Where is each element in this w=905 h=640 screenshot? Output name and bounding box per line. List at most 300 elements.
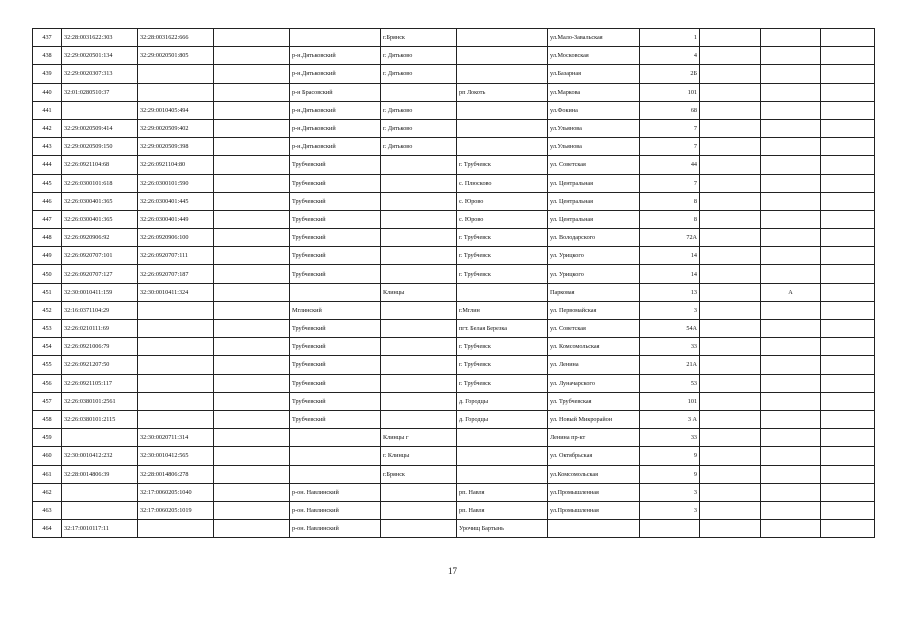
empty-cell [700, 465, 761, 483]
city-cell: г. Дятьково [381, 47, 457, 65]
empty-cell [821, 265, 875, 283]
extra-cell [761, 138, 821, 156]
house-number-cell: 7 [640, 138, 700, 156]
street-cell: ул. Комсомольская [548, 338, 640, 356]
table-row [33, 283, 875, 301]
cadastral-number-cell: 32:26:0300401:365 [62, 192, 138, 210]
settlement-cell [457, 138, 548, 156]
row-number-cell: 440 [33, 83, 62, 101]
extra-cell [761, 483, 821, 501]
cadastral-number-new-cell [138, 320, 214, 338]
district-cell: Трубчевский [290, 210, 381, 228]
street-cell: ул. Урицкого [548, 265, 640, 283]
cadastral-number-cell: 32:26:0921207:50 [62, 356, 138, 374]
city-cell: г. Дятьково [381, 65, 457, 83]
district-cell: Трубчевский [290, 356, 381, 374]
row-number-cell: 437 [33, 29, 62, 47]
empty-cell [214, 174, 290, 192]
house-number-cell: 13 [640, 283, 700, 301]
street-cell: ул. Советская [548, 156, 640, 174]
empty-cell [214, 483, 290, 501]
table-row [33, 138, 875, 156]
cadastral-number-new-cell: 32:30:0010411:324 [138, 283, 214, 301]
street-cell: ул.Мало-Завальская [548, 29, 640, 47]
table-row [33, 447, 875, 465]
extra-cell [761, 429, 821, 447]
empty-cell [214, 210, 290, 228]
settlement-cell [457, 283, 548, 301]
extra-cell [761, 410, 821, 428]
street-cell: ул.Московская [548, 47, 640, 65]
empty-cell [214, 447, 290, 465]
cadastral-number-cell: 32:26:0921105:117 [62, 374, 138, 392]
empty-cell [700, 83, 761, 101]
settlement-cell: г. Трубчевск [457, 247, 548, 265]
empty-cell [821, 119, 875, 137]
street-cell: ул. Ленина [548, 356, 640, 374]
city-cell: г. Дятьково [381, 138, 457, 156]
cadastral-number-cell: 32:29:0020501:134 [62, 47, 138, 65]
empty-cell [821, 247, 875, 265]
extra-cell [761, 320, 821, 338]
house-number-cell: 21А [640, 356, 700, 374]
cadastral-number-new-cell [138, 338, 214, 356]
settlement-cell [457, 47, 548, 65]
empty-cell [700, 138, 761, 156]
table-row [33, 338, 875, 356]
settlement-cell: г. Трубчевск [457, 338, 548, 356]
empty-cell [214, 283, 290, 301]
settlement-cell: г. Трубчевск [457, 265, 548, 283]
cadastral-number-cell: 32:30:0010411:159 [62, 283, 138, 301]
empty-cell [214, 465, 290, 483]
empty-cell [821, 283, 875, 301]
empty-cell [700, 520, 761, 538]
city-cell: г.Брянск [381, 465, 457, 483]
table-row [33, 156, 875, 174]
house-number-cell: 4 [640, 47, 700, 65]
empty-cell [700, 392, 761, 410]
cadastral-number-new-cell: 32:26:0920906:100 [138, 229, 214, 247]
empty-cell [700, 320, 761, 338]
city-cell: Клинцы [381, 283, 457, 301]
cadastral-number-cell: 32:29:0020307:313 [62, 65, 138, 83]
empty-cell [821, 410, 875, 428]
street-cell: ул.Комсомольская [548, 465, 640, 483]
extra-cell [761, 119, 821, 137]
settlement-cell: г. Трубчевск [457, 374, 548, 392]
empty-cell [700, 429, 761, 447]
street-cell: ул.Фокина [548, 101, 640, 119]
extra-cell [761, 83, 821, 101]
extra-cell [761, 501, 821, 519]
district-cell: Трубчевский [290, 265, 381, 283]
extra-cell [761, 101, 821, 119]
house-number-cell: 7 [640, 174, 700, 192]
extra-cell [761, 192, 821, 210]
extra-cell [761, 338, 821, 356]
settlement-cell: с. Юрово [457, 210, 548, 228]
cadastral-number-new-cell [138, 65, 214, 83]
page-number: 17 [448, 566, 457, 576]
empty-cell [700, 47, 761, 65]
street-cell: ул. Центральная [548, 210, 640, 228]
empty-cell [821, 29, 875, 47]
table-row [33, 192, 875, 210]
district-cell: Мглинский [290, 301, 381, 319]
empty-cell [700, 210, 761, 228]
table-row [33, 501, 875, 519]
cadastral-number-new-cell: 32:17:0060205:1019 [138, 501, 214, 519]
settlement-cell [457, 65, 548, 83]
settlement-cell: рп. Навля [457, 501, 548, 519]
row-number-cell: 464 [33, 520, 62, 538]
empty-cell [214, 338, 290, 356]
cadastral-number-new-cell: 32:29:0010405:494 [138, 101, 214, 119]
row-number-cell: 461 [33, 465, 62, 483]
street-cell: ул. Первомайская [548, 301, 640, 319]
row-number-cell: 459 [33, 429, 62, 447]
cadastral-number-new-cell: 32:28:0014806:278 [138, 465, 214, 483]
city-cell [381, 301, 457, 319]
settlement-cell: г.Мглин [457, 301, 548, 319]
empty-cell [214, 301, 290, 319]
extra-cell [761, 447, 821, 465]
empty-cell [821, 65, 875, 83]
row-number-cell: 448 [33, 229, 62, 247]
empty-cell [214, 156, 290, 174]
street-cell: ул. Советская [548, 320, 640, 338]
district-cell: р-он. Навлинский [290, 483, 381, 501]
district-cell: р-н.Дятьковский [290, 101, 381, 119]
extra-cell [761, 174, 821, 192]
row-number-cell: 451 [33, 283, 62, 301]
street-cell: ул. Луначарского [548, 374, 640, 392]
empty-cell [700, 283, 761, 301]
extra-cell [761, 65, 821, 83]
extra-cell [761, 520, 821, 538]
cadastral-number-cell: 32:29:0020509:150 [62, 138, 138, 156]
district-cell [290, 447, 381, 465]
empty-cell [700, 301, 761, 319]
cadastral-number-new-cell [138, 520, 214, 538]
cadastral-number-new-cell: 32:29:0020501:805 [138, 47, 214, 65]
district-cell: р-н.Дятьковский [290, 138, 381, 156]
empty-cell [700, 192, 761, 210]
cadastral-number-cell [62, 501, 138, 519]
house-number-cell: 8 [640, 210, 700, 228]
cadastral-number-cell: 32:26:0380101:2115 [62, 410, 138, 428]
empty-cell [214, 229, 290, 247]
extra-cell [761, 229, 821, 247]
row-number-cell: 447 [33, 210, 62, 228]
house-number-cell: 9 [640, 447, 700, 465]
row-number-cell: 444 [33, 156, 62, 174]
district-cell [290, 429, 381, 447]
street-cell: ул.Ульянова [548, 138, 640, 156]
registry-table-body [33, 29, 875, 538]
table-row [33, 320, 875, 338]
empty-cell [700, 174, 761, 192]
settlement-cell: пгт. Белая Березка [457, 320, 548, 338]
empty-cell [214, 520, 290, 538]
table-row [33, 119, 875, 137]
house-number-cell: 7 [640, 119, 700, 137]
empty-cell [700, 410, 761, 428]
cadastral-number-cell: 32:26:0300101:618 [62, 174, 138, 192]
empty-cell [821, 301, 875, 319]
district-cell: Трубчевский [290, 374, 381, 392]
house-number-cell: 3 [640, 483, 700, 501]
cadastral-number-cell: 32:30:0010412:232 [62, 447, 138, 465]
empty-cell [821, 429, 875, 447]
settlement-cell [457, 101, 548, 119]
city-cell [381, 229, 457, 247]
settlement-cell: рп Локоть [457, 83, 548, 101]
city-cell [381, 320, 457, 338]
table-row [33, 65, 875, 83]
cadastral-number-new-cell: 32:26:0920707:111 [138, 247, 214, 265]
house-number-cell: 33 [640, 429, 700, 447]
cadastral-number-cell: 32:29:0020509:414 [62, 119, 138, 137]
empty-cell [700, 356, 761, 374]
extra-cell [761, 301, 821, 319]
empty-cell [700, 483, 761, 501]
empty-cell [214, 392, 290, 410]
empty-cell [700, 156, 761, 174]
cadastral-number-new-cell: 32:30:0020711:314 [138, 429, 214, 447]
empty-cell [700, 29, 761, 47]
empty-cell [821, 101, 875, 119]
row-number-cell: 449 [33, 247, 62, 265]
cadastral-number-cell [62, 429, 138, 447]
district-cell [290, 283, 381, 301]
house-number-cell: 54А [640, 320, 700, 338]
street-cell: ул. Урицкого [548, 247, 640, 265]
cadastral-number-cell: 32:26:0920707:101 [62, 247, 138, 265]
district-cell [290, 465, 381, 483]
settlement-cell [457, 447, 548, 465]
settlement-cell: с. Юрово [457, 192, 548, 210]
city-cell [381, 356, 457, 374]
settlement-cell: Урочищ Бартынь [457, 520, 548, 538]
house-number-cell: 101 [640, 392, 700, 410]
row-number-cell: 463 [33, 501, 62, 519]
table-row [33, 174, 875, 192]
empty-cell [821, 356, 875, 374]
house-number-cell: 9 [640, 465, 700, 483]
empty-cell [821, 320, 875, 338]
empty-cell [214, 265, 290, 283]
row-number-cell: 439 [33, 65, 62, 83]
empty-cell [214, 501, 290, 519]
empty-cell [700, 338, 761, 356]
street-cell: ул. Центральная [548, 192, 640, 210]
city-cell [381, 265, 457, 283]
empty-cell [700, 265, 761, 283]
city-cell [381, 374, 457, 392]
cadastral-number-new-cell [138, 83, 214, 101]
cadastral-number-new-cell [138, 392, 214, 410]
house-number-cell: 14 [640, 247, 700, 265]
district-cell: р-н.Дятьковский [290, 47, 381, 65]
cadastral-number-cell: 32:17:0010117:11 [62, 520, 138, 538]
cadastral-number-cell: 32:26:0300401:365 [62, 210, 138, 228]
street-cell: ул.Ульянова [548, 119, 640, 137]
cadastral-number-cell: 32:26:0921006:79 [62, 338, 138, 356]
settlement-cell [457, 429, 548, 447]
empty-cell [214, 119, 290, 137]
street-cell: ул. Октябрьская [548, 447, 640, 465]
district-cell: р-н.Дятьковский [290, 119, 381, 137]
extra-cell [761, 356, 821, 374]
table-row [33, 265, 875, 283]
street-cell: ул. Новый Микрорайон [548, 410, 640, 428]
street-cell: Парковая [548, 283, 640, 301]
empty-cell [700, 229, 761, 247]
cadastral-number-new-cell [138, 410, 214, 428]
row-number-cell: 446 [33, 192, 62, 210]
row-number-cell: 442 [33, 119, 62, 137]
empty-cell [821, 392, 875, 410]
row-number-cell: 443 [33, 138, 62, 156]
empty-cell [821, 83, 875, 101]
city-cell [381, 338, 457, 356]
table-row [33, 374, 875, 392]
table-row [33, 392, 875, 410]
extra-cell [761, 210, 821, 228]
house-number-cell: 3 [640, 501, 700, 519]
empty-cell [821, 338, 875, 356]
district-cell: р-н.Дятьковский [290, 65, 381, 83]
house-number-cell: 3 [640, 301, 700, 319]
house-number-cell: 14 [640, 265, 700, 283]
extra-cell [761, 29, 821, 47]
row-number-cell: 453 [33, 320, 62, 338]
city-cell [381, 520, 457, 538]
cadastral-number-cell: 32:26:0210111:69 [62, 320, 138, 338]
row-number-cell: 452 [33, 301, 62, 319]
empty-cell [821, 174, 875, 192]
row-number-cell: 455 [33, 356, 62, 374]
empty-cell [700, 247, 761, 265]
city-cell [381, 192, 457, 210]
cadastral-number-new-cell [138, 374, 214, 392]
city-cell [381, 483, 457, 501]
table-row [33, 483, 875, 501]
city-cell [381, 501, 457, 519]
settlement-cell [457, 465, 548, 483]
settlement-cell: г. Трубчевск [457, 229, 548, 247]
house-number-cell: 3 А [640, 410, 700, 428]
row-number-cell: 450 [33, 265, 62, 283]
district-cell: Трубчевский [290, 229, 381, 247]
empty-cell [821, 483, 875, 501]
empty-cell [214, 374, 290, 392]
table-row [33, 465, 875, 483]
street-cell: ул.Базарная [548, 65, 640, 83]
house-number-cell: 72А [640, 229, 700, 247]
row-number-cell: 454 [33, 338, 62, 356]
house-number-cell: 33 [640, 338, 700, 356]
city-cell [381, 156, 457, 174]
settlement-cell [457, 29, 548, 47]
empty-cell [821, 520, 875, 538]
street-cell: ул. Володарского [548, 229, 640, 247]
table-row [33, 29, 875, 47]
extra-cell [761, 247, 821, 265]
empty-cell [700, 501, 761, 519]
cadastral-number-cell [62, 101, 138, 119]
empty-cell [821, 447, 875, 465]
settlement-cell: д. Городцы [457, 410, 548, 428]
cadastral-number-cell: 32:01:0280510:37 [62, 83, 138, 101]
city-cell [381, 210, 457, 228]
row-number-cell: 456 [33, 374, 62, 392]
cadastral-number-new-cell: 32:17:0060205:1040 [138, 483, 214, 501]
settlement-cell [457, 119, 548, 137]
row-number-cell: 462 [33, 483, 62, 501]
house-number-cell: 8 [640, 192, 700, 210]
table-row [33, 210, 875, 228]
district-cell: р-он. Навлинский [290, 520, 381, 538]
extra-cell [761, 265, 821, 283]
empty-cell [821, 229, 875, 247]
empty-cell [821, 156, 875, 174]
cadastral-number-new-cell: 32:26:0920707:187 [138, 265, 214, 283]
empty-cell [700, 447, 761, 465]
house-number-cell: 1 [640, 29, 700, 47]
district-cell: Трубчевский [290, 174, 381, 192]
street-cell: Ленина пр-кт [548, 429, 640, 447]
district-cell [290, 29, 381, 47]
empty-cell [214, 192, 290, 210]
table-row [33, 101, 875, 119]
street-cell: ул.Промышленная [548, 501, 640, 519]
empty-cell [214, 138, 290, 156]
extra-cell [761, 465, 821, 483]
cadastral-number-cell: 32:26:0921104:68 [62, 156, 138, 174]
empty-cell [214, 410, 290, 428]
street-cell [548, 520, 640, 538]
cadastral-number-cell: 32:26:0920906:92 [62, 229, 138, 247]
empty-cell [214, 356, 290, 374]
cadastral-number-cell: 32:26:0920707:127 [62, 265, 138, 283]
empty-cell [214, 101, 290, 119]
house-number-cell: 101 [640, 83, 700, 101]
table-row [33, 47, 875, 65]
table-row [33, 520, 875, 538]
registry-table [32, 28, 875, 538]
extra-cell: А [761, 283, 821, 301]
empty-cell [821, 374, 875, 392]
cadastral-number-new-cell: 32:29:0020509:398 [138, 138, 214, 156]
cadastral-number-new-cell: 32:30:0010412:565 [138, 447, 214, 465]
cadastral-number-new-cell: 32:26:0300401:449 [138, 210, 214, 228]
empty-cell [214, 320, 290, 338]
row-number-cell: 460 [33, 447, 62, 465]
empty-cell [821, 47, 875, 65]
row-number-cell: 445 [33, 174, 62, 192]
cadastral-number-cell: 32:28:0014806:39 [62, 465, 138, 483]
table-row [33, 83, 875, 101]
cadastral-number-new-cell: 32:28:0031622:666 [138, 29, 214, 47]
settlement-cell: г. Трубчевск [457, 356, 548, 374]
cadastral-number-cell [62, 483, 138, 501]
empty-cell [821, 210, 875, 228]
district-cell: р-н Брасовский [290, 83, 381, 101]
cadastral-number-new-cell: 32:26:0921104:80 [138, 156, 214, 174]
